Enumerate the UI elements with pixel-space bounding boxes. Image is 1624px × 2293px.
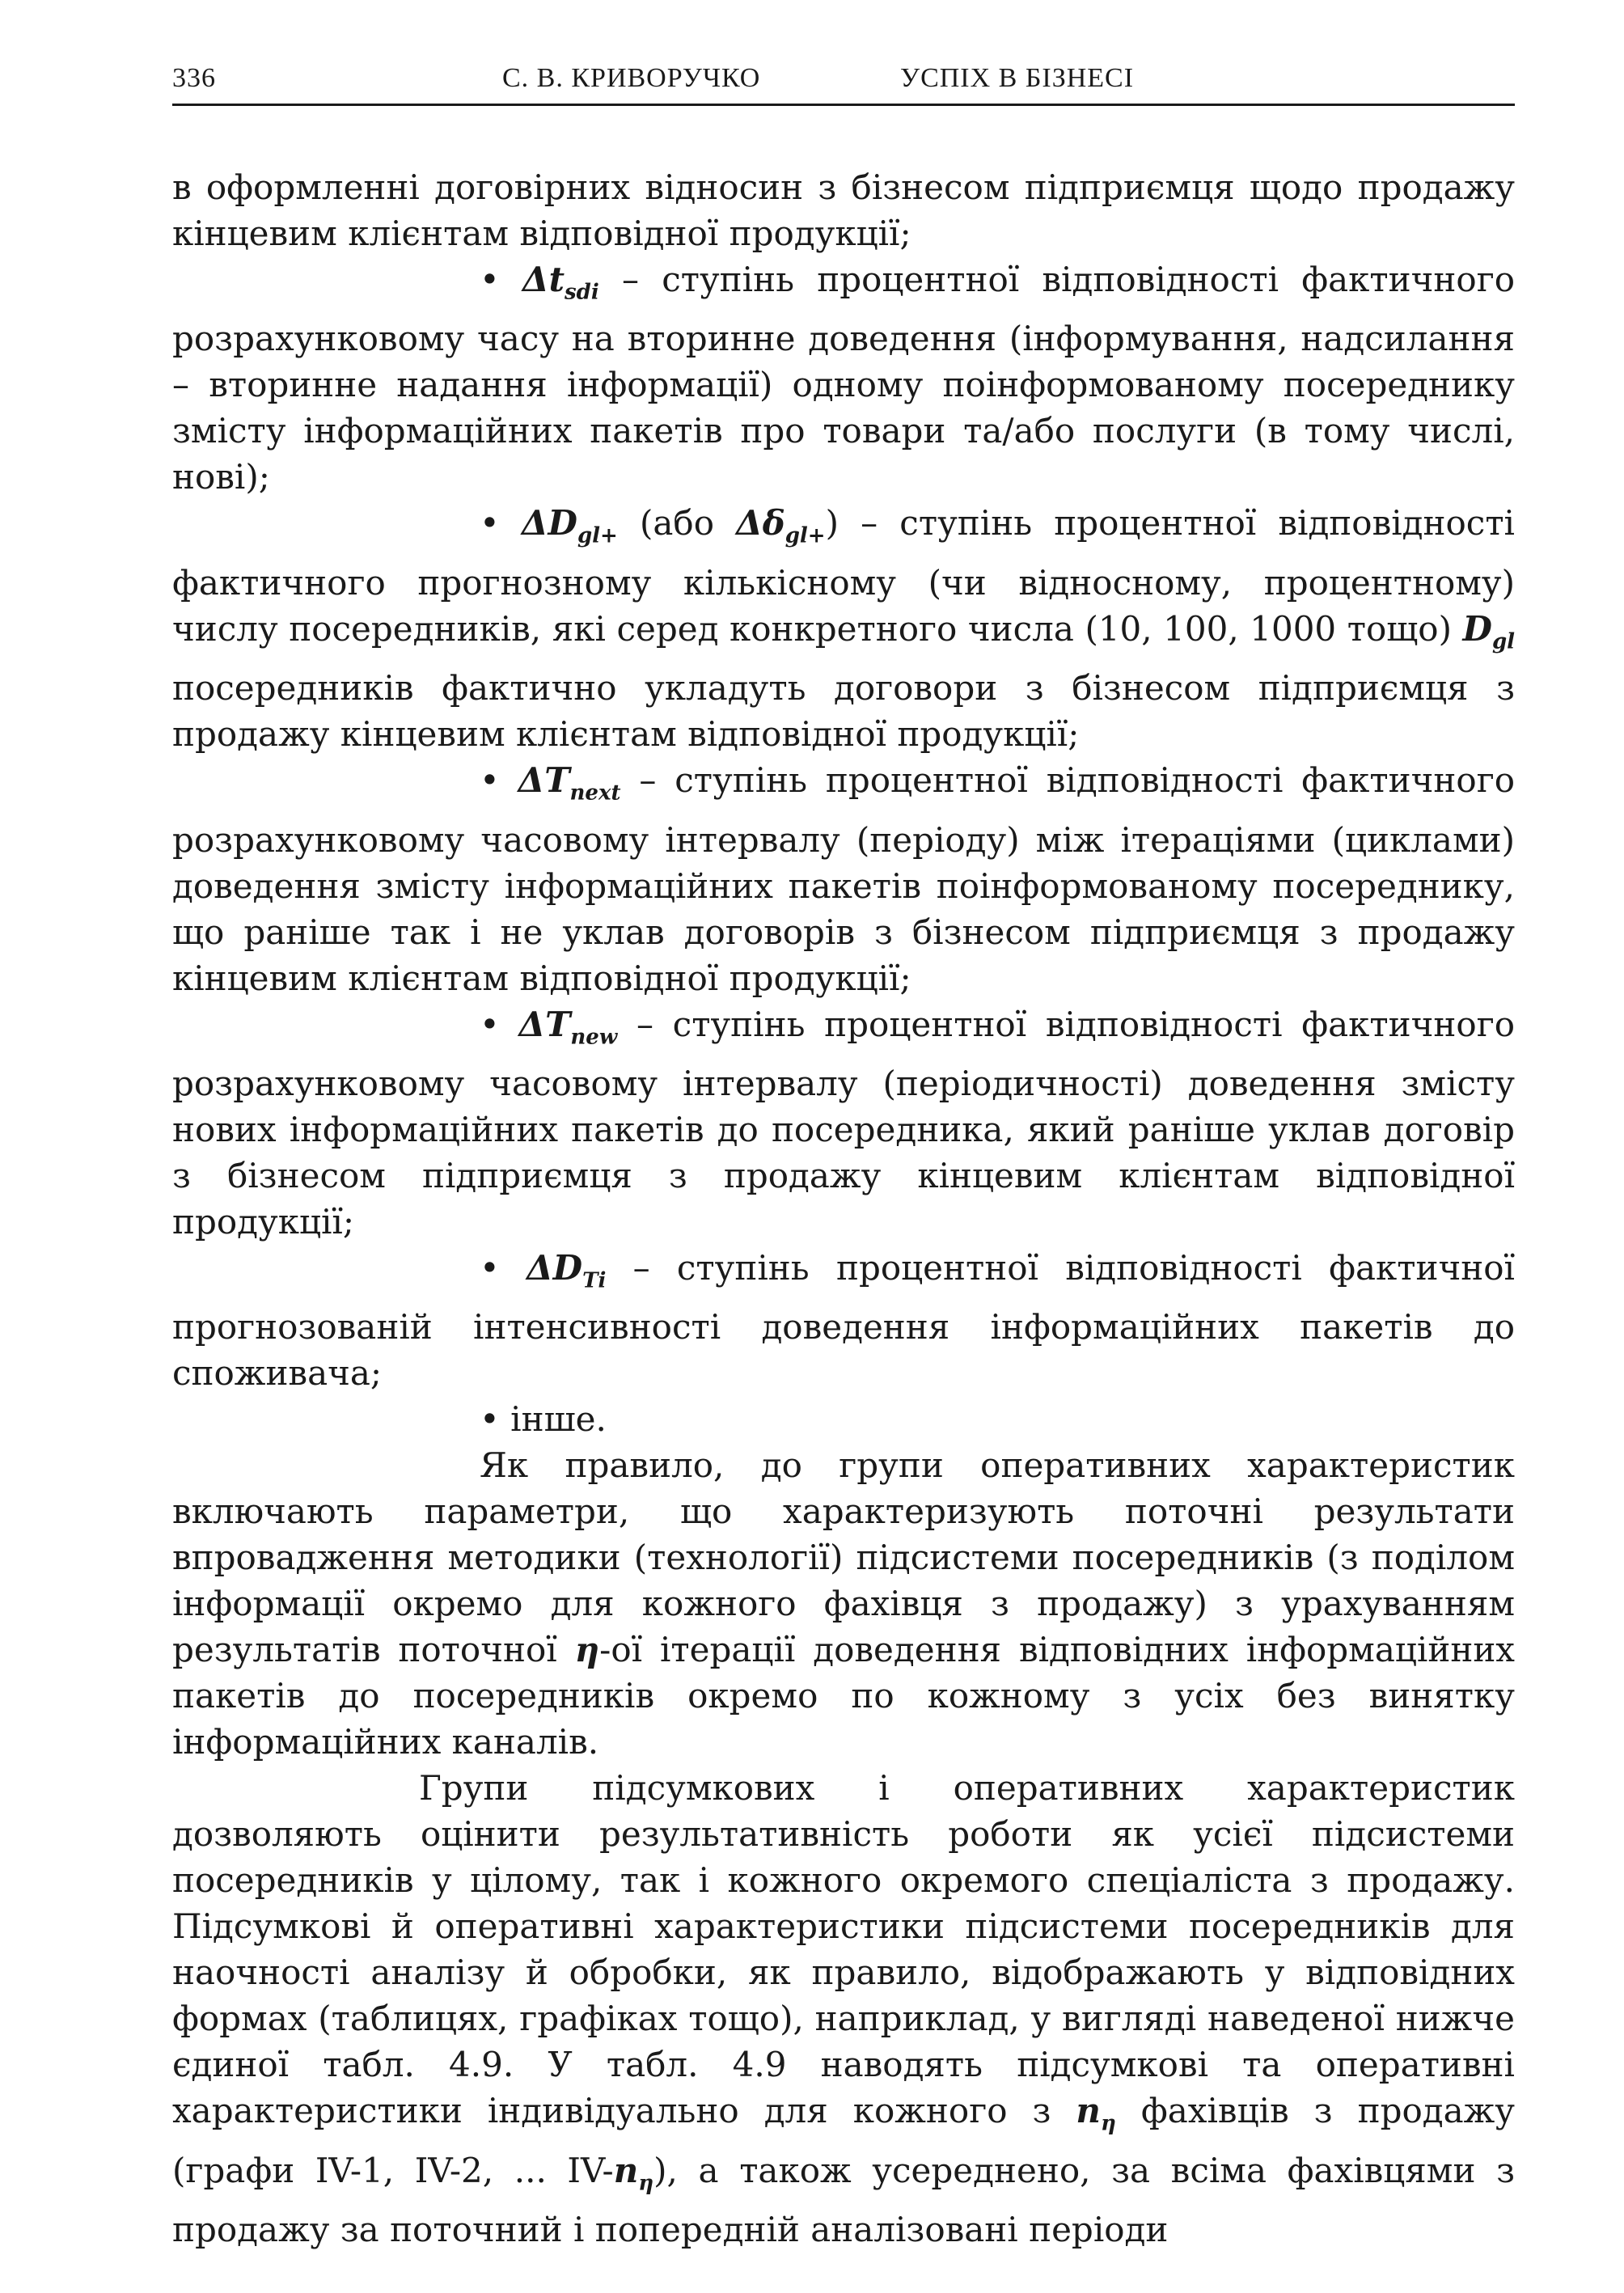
symbol: Δδ [736,503,785,544]
page-number: 336 [172,63,216,93]
paragraph-text: Групи підсумкових і оперативних характеристик дозволяють оцінити результативність роботи як усієї підсистеми посередників у цілому, так і кожного окремого спеціаліста з продажу. Підсумкові й оперативні характеристики підсистеми посередників для наочності аналізу й обробки, як правило, відображають у відповідних формах (таблицях, графіках тощо), наприклад, у вигляді наведеної нижче єдиної табл. 4.9. У табл. 4.9 наводять підсумкові та оперативні характеристики індивідуально для кожного з [172,1768,1515,2131]
symbol-subscript: new [570,1024,618,1049]
symbol-subscript: Ti [582,1268,607,1293]
bullet-item-delta-d-ti [172,1245,1515,1396]
paragraph-text: -ої ітерації доведення відповідних інформаційних пакетів до посередників окремо по кожному з усіх без винятку інформаційних каналів. [172,1630,1515,1762]
bullet-marker: • [480,1004,500,1044]
bullet-item-delta-d-gl [172,500,1515,757]
symbol: ΔD [521,503,577,544]
symbol-subscript: η [1100,2111,1116,2136]
book-title: УСПІХ В БІЗНЕСІ [900,63,1135,93]
symbol: D [1462,608,1492,649]
symbol: ΔT [518,1004,571,1044]
body-text [172,164,1515,2253]
symbol: ΔT [518,760,570,801]
bullet-marker: • [480,503,500,544]
bullet-marker: • [480,1399,500,1440]
symbol: n [1076,2091,1101,2131]
running-header [172,58,1515,106]
paragraph-text: фахівців з продажу (графи IV-1, IV-2, ... IV- [172,2091,1515,2190]
symbol: η [574,1630,600,1670]
paragraph-operational-characteristics [172,1442,1515,1765]
symbol: n [613,2150,639,2190]
author-name: С. В. КРИВОРУЧКО [502,63,761,93]
paragraph-text: ), а також усереднено, за всіма фахівцями з продажу за поточний і попередній аналізовані періоди [172,2150,1516,2250]
symbol-subscript: gl [1491,629,1515,654]
bullet-text: – ступінь процентної відповідності фактичного розрахунковому часовому інтервалу (періодичності) доведення змісту нових інформаційних пакетів до посередника, який раніше уклав договір з бізнесом підприємця з продажу кінцевим клієнтам відповідної продукції; [172,1004,1515,1242]
text-fragment: (або [617,503,737,544]
bullet-text: – ступінь процентної відповідності фактичного прогнозному кількісному (чи відносному, процентному) числу посередників, які серед конкретного числа (10, 100, 1000 тощо) [172,503,1515,649]
bullet-text: інше. [510,1399,607,1440]
paragraph-text: Як правило, до групи оперативних характеристик включають параметри, що характеризують поточні результати впровадження методики (технології) підсистеми посередників (з поділом інформації окремо для кожного фахівця з продажу) з урахуванням результатів поточної [172,1445,1515,1670]
symbol: Δt [522,260,565,299]
symbol-subscript: gl+ [785,523,826,548]
text-fragment: ) [825,503,839,544]
symbol-subscript: η [638,2171,654,2196]
symbol: ΔD [527,1247,583,1288]
bullet-marker: • [480,260,500,299]
symbol-subscript: next [569,781,621,806]
paragraph-summary-characteristics [172,1765,1515,2253]
symbol-subscript: sdi [565,280,599,305]
bullet-item-delta-t-new [172,1001,1515,1245]
bullet-item-other [172,1396,1515,1442]
bullet-item-delta-t-next [172,757,1515,1001]
bullet-marker: • [480,1247,500,1288]
bullet-text: – ступінь процентної відповідності фактичного розрахунковому часу на вторинне доведення (інформування, надсилання – вторинне надання інформації) одному поінформованому посереднику змісту інформаційних пакетів про товари та/або послуги (в тому числі, нові); [172,260,1515,497]
bullet-marker: • [480,760,500,801]
bullet-text: – ступінь процентної відповідності фактичного розрахунковому часовому інтервалу (періоду) між ітераціями (циклами) доведення змісту інформаційних пакетів поінформованому посереднику, що раніше так і не уклав договорів з бізнесом підприємця з продажу кінцевим клієнтам відповідної продукції; [172,760,1515,998]
document-page [172,58,1515,2253]
bullet-item-delta-t-sdi [172,256,1515,500]
paragraph-continuation: в оформленні договірних відносин з бізнесом підприємця щодо продажу кінцевим клієнтам відповідної продукції; [172,167,1515,253]
symbol-subscript: gl+ [577,523,618,548]
bullet-text: – ступінь процентної відповідності фактичної прогнозованій інтенсивності доведення інформаційних пакетів до споживача; [172,1247,1515,1394]
bullet-text: посередників фактично укладуть договори з бізнесом підприємця з продажу кінцевим клієнтам відповідної продукції; [172,668,1515,755]
